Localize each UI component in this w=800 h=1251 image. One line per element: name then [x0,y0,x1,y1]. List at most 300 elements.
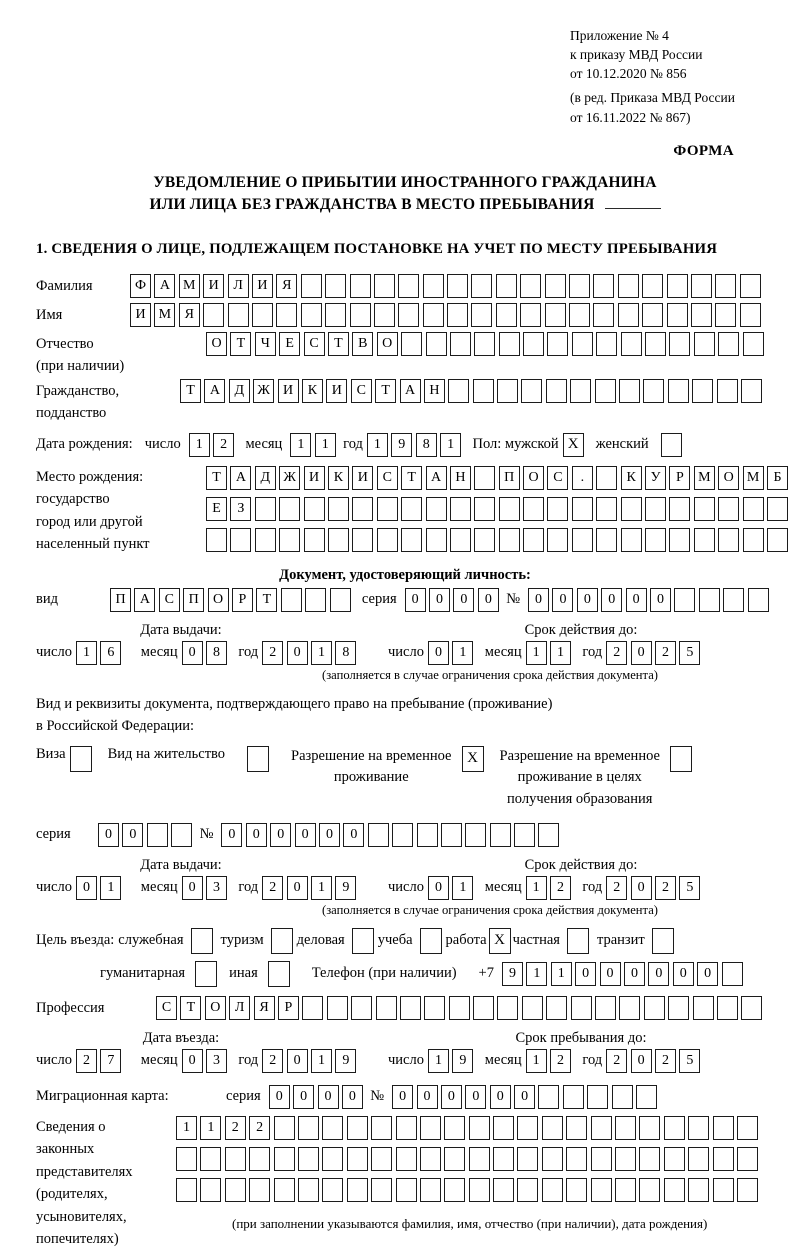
purpose-study-checkbox[interactable] [420,928,442,954]
char-cell[interactable] [521,379,542,403]
char-cell[interactable]: Я [276,274,297,298]
char-cell[interactable]: П [183,588,204,612]
char-cell[interactable] [496,303,517,327]
char-cell[interactable] [274,1178,295,1202]
char-cell[interactable]: 0 [552,588,573,612]
char-cell[interactable] [668,379,689,403]
char-cell[interactable]: Т [180,379,201,403]
char-cell[interactable]: 0 [221,823,242,847]
char-cell[interactable] [715,303,736,327]
char-cell[interactable] [426,497,447,521]
char-cell[interactable] [401,528,422,552]
char-cell[interactable] [596,466,617,490]
char-cell[interactable] [497,996,518,1020]
char-cell[interactable] [618,303,639,327]
char-cell[interactable] [566,1147,587,1171]
char-cell[interactable]: 5 [679,876,700,900]
char-cell[interactable] [542,1147,563,1171]
char-cell[interactable] [522,996,543,1020]
char-cell[interactable] [643,379,664,403]
char-cell[interactable] [546,379,567,403]
char-cell[interactable] [330,588,351,612]
char-cell[interactable] [351,996,372,1020]
char-cell[interactable] [645,332,666,356]
char-cell[interactable]: А [400,379,421,403]
sex-male-checkbox[interactable]: X [563,433,584,457]
char-cell[interactable] [718,332,739,356]
char-cell[interactable]: 0 [648,962,669,986]
char-cell[interactable] [420,1147,441,1171]
char-cell[interactable] [767,528,788,552]
char-cell[interactable]: Д [255,466,276,490]
char-cell[interactable] [281,588,302,612]
char-cell[interactable] [667,274,688,298]
char-cell[interactable] [200,1178,221,1202]
char-cell[interactable]: Я [254,996,275,1020]
char-cell[interactable]: Р [278,996,299,1020]
char-cell[interactable] [249,1147,270,1171]
char-cell[interactable] [743,528,764,552]
char-cell[interactable]: А [426,466,447,490]
char-cell[interactable]: 0 [441,1085,462,1109]
char-cell[interactable]: 0 [626,588,647,612]
char-cell[interactable] [490,823,511,847]
visa-checkbox[interactable] [70,746,92,772]
char-cell[interactable] [717,996,738,1020]
char-cell[interactable] [279,528,300,552]
char-cell[interactable]: 1 [367,433,388,457]
char-cell[interactable]: 0 [631,1049,652,1073]
char-cell[interactable] [304,528,325,552]
char-cell[interactable] [669,332,690,356]
char-cell[interactable]: 0 [631,876,652,900]
char-cell[interactable] [740,303,761,327]
char-cell[interactable]: 1 [550,641,571,665]
char-cell[interactable]: 9 [335,1049,356,1073]
char-cell[interactable] [520,274,541,298]
char-cell[interactable]: 1 [311,641,332,665]
char-cell[interactable] [493,1147,514,1171]
char-cell[interactable] [206,528,227,552]
char-cell[interactable] [471,274,492,298]
char-cell[interactable] [368,823,389,847]
char-cell[interactable]: 0 [600,962,621,986]
char-cell[interactable] [274,1147,295,1171]
purpose-other-checkbox[interactable] [268,961,290,987]
char-cell[interactable] [743,332,764,356]
char-cell[interactable] [374,274,395,298]
char-cell[interactable] [639,1116,660,1140]
char-cell[interactable] [352,497,373,521]
char-cell[interactable] [423,303,444,327]
char-cell[interactable] [493,1178,514,1202]
char-cell[interactable]: 5 [679,1049,700,1073]
char-cell[interactable] [255,497,276,521]
char-cell[interactable] [547,332,568,356]
char-cell[interactable] [347,1178,368,1202]
char-cell[interactable] [471,303,492,327]
char-cell[interactable] [225,1178,246,1202]
char-cell[interactable]: . [572,466,593,490]
char-cell[interactable]: 2 [655,876,676,900]
char-cell[interactable]: Т [256,588,277,612]
char-cell[interactable] [694,497,715,521]
char-cell[interactable] [743,497,764,521]
char-cell[interactable]: 0 [478,588,499,612]
char-cell[interactable] [517,1147,538,1171]
char-cell[interactable] [398,274,419,298]
char-cell[interactable]: С [304,332,325,356]
char-cell[interactable]: 0 [490,1085,511,1109]
char-cell[interactable]: К [302,379,323,403]
char-cell[interactable] [722,962,743,986]
char-cell[interactable]: Л [228,274,249,298]
char-cell[interactable]: Е [206,497,227,521]
char-cell[interactable] [322,1116,343,1140]
char-cell[interactable]: 2 [225,1116,246,1140]
char-cell[interactable]: 0 [287,1049,308,1073]
char-cell[interactable] [523,332,544,356]
char-cell[interactable]: 0 [673,962,694,986]
char-cell[interactable] [572,332,593,356]
char-cell[interactable]: 0 [287,876,308,900]
sex-female-checkbox[interactable] [661,433,682,457]
char-cell[interactable] [596,332,617,356]
char-cell[interactable] [566,1178,587,1202]
char-cell[interactable]: Р [669,466,690,490]
char-cell[interactable] [371,1116,392,1140]
char-cell[interactable]: 5 [679,641,700,665]
char-cell[interactable] [572,528,593,552]
char-cell[interactable]: 0 [405,588,426,612]
char-cell[interactable]: 0 [318,1085,339,1109]
char-cell[interactable]: О [718,466,739,490]
char-cell[interactable]: 0 [575,962,596,986]
char-cell[interactable] [328,497,349,521]
char-cell[interactable] [615,1147,636,1171]
char-cell[interactable] [350,303,371,327]
char-cell[interactable]: 0 [417,1085,438,1109]
char-cell[interactable] [352,528,373,552]
char-cell[interactable]: 1 [76,641,97,665]
char-cell[interactable] [566,1116,587,1140]
char-cell[interactable] [377,528,398,552]
char-cell[interactable] [737,1147,758,1171]
char-cell[interactable] [615,1178,636,1202]
char-cell[interactable]: Н [424,379,445,403]
char-cell[interactable] [398,303,419,327]
char-cell[interactable] [474,497,495,521]
char-cell[interactable] [717,379,738,403]
char-cell[interactable] [493,1116,514,1140]
char-cell[interactable] [569,274,590,298]
char-cell[interactable]: М [154,303,175,327]
char-cell[interactable]: Т [230,332,251,356]
purpose-transit-checkbox[interactable] [652,928,674,954]
char-cell[interactable]: 0 [601,588,622,612]
char-cell[interactable] [699,588,720,612]
purpose-humanitarian-checkbox[interactable] [195,961,217,987]
char-cell[interactable] [694,332,715,356]
char-cell[interactable] [473,996,494,1020]
char-cell[interactable] [448,379,469,403]
char-cell[interactable] [401,332,422,356]
char-cell[interactable] [692,379,713,403]
char-cell[interactable]: 0 [270,823,291,847]
char-cell[interactable] [593,303,614,327]
char-cell[interactable]: Ж [253,379,274,403]
char-cell[interactable] [636,1085,657,1109]
char-cell[interactable] [450,528,471,552]
char-cell[interactable] [667,303,688,327]
char-cell[interactable] [545,274,566,298]
char-cell[interactable]: Д [229,379,250,403]
char-cell[interactable] [612,1085,633,1109]
char-cell[interactable]: А [230,466,251,490]
char-cell[interactable]: 0 [428,876,449,900]
char-cell[interactable] [664,1178,685,1202]
char-cell[interactable] [424,996,445,1020]
char-cell[interactable]: 0 [295,823,316,847]
char-cell[interactable] [514,823,535,847]
char-cell[interactable] [301,274,322,298]
char-cell[interactable]: 1 [428,1049,449,1073]
char-cell[interactable]: 1 [452,641,473,665]
char-cell[interactable] [374,303,395,327]
char-cell[interactable] [444,1178,465,1202]
char-cell[interactable] [642,303,663,327]
char-cell[interactable]: П [110,588,131,612]
char-cell[interactable]: 2 [262,876,283,900]
char-cell[interactable] [305,588,326,612]
char-cell[interactable] [426,528,447,552]
char-cell[interactable]: М [179,274,200,298]
char-cell[interactable]: Т [206,466,227,490]
char-cell[interactable]: 3 [206,876,227,900]
char-cell[interactable] [279,497,300,521]
char-cell[interactable] [713,1178,734,1202]
char-cell[interactable] [176,1178,197,1202]
char-cell[interactable]: 0 [624,962,645,986]
char-cell[interactable]: 1 [311,876,332,900]
char-cell[interactable]: 2 [262,1049,283,1073]
char-cell[interactable] [298,1178,319,1202]
char-cell[interactable]: 2 [76,1049,97,1073]
char-cell[interactable] [547,528,568,552]
char-cell[interactable] [392,823,413,847]
char-cell[interactable] [691,303,712,327]
char-cell[interactable] [420,1116,441,1140]
char-cell[interactable]: 1 [200,1116,221,1140]
char-cell[interactable]: С [156,996,177,1020]
char-cell[interactable] [569,303,590,327]
char-cell[interactable]: И [252,274,273,298]
char-cell[interactable] [587,1085,608,1109]
char-cell[interactable] [350,274,371,298]
char-cell[interactable]: 2 [550,1049,571,1073]
char-cell[interactable]: 0 [319,823,340,847]
char-cell[interactable]: М [743,466,764,490]
char-cell[interactable] [691,274,712,298]
char-cell[interactable] [563,1085,584,1109]
char-cell[interactable]: И [203,274,224,298]
char-cell[interactable] [538,823,559,847]
char-cell[interactable] [538,1085,559,1109]
char-cell[interactable] [669,497,690,521]
char-cell[interactable]: 8 [416,433,437,457]
char-cell[interactable] [252,303,273,327]
char-cell[interactable]: И [326,379,347,403]
char-cell[interactable] [741,379,762,403]
char-cell[interactable]: А [134,588,155,612]
char-cell[interactable]: К [328,466,349,490]
char-cell[interactable]: 0 [577,588,598,612]
char-cell[interactable] [571,996,592,1020]
char-cell[interactable] [499,332,520,356]
rvp-checkbox[interactable]: X [462,746,484,772]
char-cell[interactable] [230,528,251,552]
char-cell[interactable]: П [499,466,520,490]
char-cell[interactable]: С [159,588,180,612]
char-cell[interactable] [740,274,761,298]
char-cell[interactable]: С [377,466,398,490]
char-cell[interactable]: О [205,996,226,1020]
char-cell[interactable]: 1 [311,1049,332,1073]
char-cell[interactable] [595,379,616,403]
char-cell[interactable]: 1 [526,876,547,900]
char-cell[interactable] [595,996,616,1020]
char-cell[interactable]: И [130,303,151,327]
char-cell[interactable]: Н [450,466,471,490]
char-cell[interactable]: 0 [182,641,203,665]
char-cell[interactable] [572,497,593,521]
char-cell[interactable] [255,528,276,552]
char-cell[interactable]: 0 [697,962,718,986]
char-cell[interactable] [400,996,421,1020]
char-cell[interactable] [401,497,422,521]
char-cell[interactable] [713,1147,734,1171]
char-cell[interactable]: 2 [550,876,571,900]
char-cell[interactable]: 2 [606,876,627,900]
char-cell[interactable]: И [304,466,325,490]
char-cell[interactable]: 0 [342,1085,363,1109]
char-cell[interactable] [347,1147,368,1171]
char-cell[interactable] [444,1147,465,1171]
char-cell[interactable]: 0 [453,588,474,612]
char-cell[interactable]: А [154,274,175,298]
char-cell[interactable] [668,996,689,1020]
purpose-official-checkbox[interactable] [191,928,213,954]
char-cell[interactable]: К [621,466,642,490]
char-cell[interactable]: 1 [440,433,461,457]
char-cell[interactable] [713,1116,734,1140]
char-cell[interactable] [619,996,640,1020]
char-cell[interactable] [465,823,486,847]
char-cell[interactable] [347,1116,368,1140]
char-cell[interactable]: Е [279,332,300,356]
char-cell[interactable]: Т [401,466,422,490]
char-cell[interactable] [767,497,788,521]
char-cell[interactable] [693,996,714,1020]
char-cell[interactable]: 0 [122,823,143,847]
char-cell[interactable]: 0 [631,641,652,665]
char-cell[interactable] [444,1116,465,1140]
char-cell[interactable] [591,1178,612,1202]
char-cell[interactable] [694,528,715,552]
char-cell[interactable]: 0 [269,1085,290,1109]
char-cell[interactable] [371,1178,392,1202]
char-cell[interactable]: 2 [606,1049,627,1073]
char-cell[interactable] [304,497,325,521]
char-cell[interactable] [715,274,736,298]
char-cell[interactable] [688,1178,709,1202]
char-cell[interactable] [547,497,568,521]
char-cell[interactable] [591,1116,612,1140]
char-cell[interactable]: 2 [655,1049,676,1073]
char-cell[interactable]: 2 [655,641,676,665]
char-cell[interactable]: 2 [213,433,234,457]
char-cell[interactable] [542,1178,563,1202]
char-cell[interactable]: 1 [189,433,210,457]
char-cell[interactable] [396,1178,417,1202]
char-cell[interactable] [718,497,739,521]
purpose-business-checkbox[interactable] [352,928,374,954]
char-cell[interactable] [645,528,666,552]
char-cell[interactable]: 0 [650,588,671,612]
char-cell[interactable]: 1 [176,1116,197,1140]
char-cell[interactable]: 9 [335,876,356,900]
char-cell[interactable]: 0 [429,588,450,612]
char-cell[interactable] [249,1178,270,1202]
char-cell[interactable] [469,1178,490,1202]
char-cell[interactable] [274,1116,295,1140]
char-cell[interactable]: О [523,466,544,490]
char-cell[interactable] [298,1116,319,1140]
char-cell[interactable]: С [547,466,568,490]
char-cell[interactable] [417,823,438,847]
char-cell[interactable]: О [208,588,229,612]
char-cell[interactable] [322,1147,343,1171]
char-cell[interactable] [669,528,690,552]
char-cell[interactable]: О [377,332,398,356]
char-cell[interactable] [447,274,468,298]
char-cell[interactable]: 9 [391,433,412,457]
char-cell[interactable]: В [352,332,373,356]
char-cell[interactable]: 1 [526,1049,547,1073]
char-cell[interactable] [276,303,297,327]
char-cell[interactable] [325,274,346,298]
char-cell[interactable] [664,1147,685,1171]
char-cell[interactable] [302,996,323,1020]
char-cell[interactable] [474,332,495,356]
char-cell[interactable]: М [694,466,715,490]
char-cell[interactable] [171,823,192,847]
char-cell[interactable] [618,274,639,298]
char-cell[interactable]: Ф [130,274,151,298]
char-cell[interactable] [499,528,520,552]
char-cell[interactable]: Т [328,332,349,356]
purpose-private-checkbox[interactable] [567,928,589,954]
char-cell[interactable] [748,588,769,612]
char-cell[interactable] [737,1116,758,1140]
char-cell[interactable] [621,528,642,552]
char-cell[interactable]: 0 [98,823,119,847]
char-cell[interactable] [621,497,642,521]
char-cell[interactable]: 0 [76,876,97,900]
char-cell[interactable]: 9 [452,1049,473,1073]
char-cell[interactable] [376,996,397,1020]
char-cell[interactable]: 1 [551,962,572,986]
